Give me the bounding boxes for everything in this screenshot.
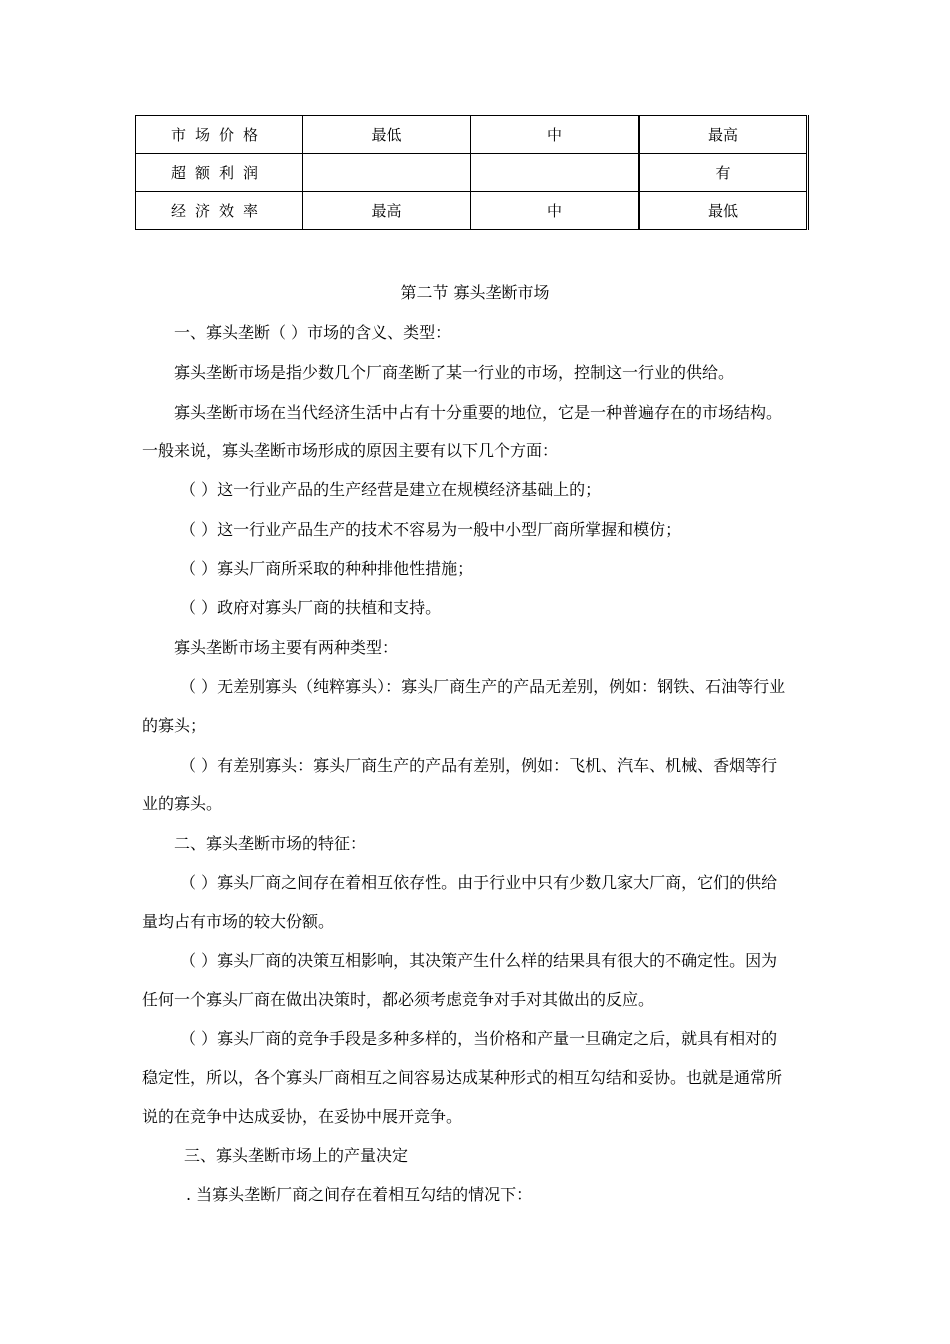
list-item: （ ）寡头厂商所采取的种种排他性措施； bbox=[180, 559, 474, 578]
table-cell: 有 bbox=[639, 154, 808, 192]
list-item-continued: 业的寡头。 bbox=[142, 794, 223, 813]
list-item: （ ）有差别寡头：寡头厂商生产的产品有差别，例如：飞机、汽车、机械、香烟等行 bbox=[180, 756, 778, 775]
comparison-table bbox=[135, 115, 809, 230]
list-item: （ ）政府对寡头厂商的扶植和支持。 bbox=[180, 598, 442, 617]
list-item: （ ）寡头厂商的竞争手段是多种多样的，当价格和产量一旦确定之后，就具有相对的 bbox=[180, 1029, 778, 1048]
table-cell: 市场价格 bbox=[136, 116, 303, 154]
subheading: 二、寡头垄断市场的特征： bbox=[174, 834, 367, 853]
table-row bbox=[136, 192, 808, 230]
list-item: （ ）无差别寡头（纯粹寡头）：寡头厂商生产的产品无差别，例如：钢铁、石油等行业 bbox=[180, 677, 786, 696]
paragraph-line: 寡头垄断市场在当代经济生活中占有十分重要的地位，它是一种普遍存在的市场结构。 bbox=[174, 403, 783, 422]
list-item: （ ）这一行业产品生产的技术不容易为一般中小型厂商所掌握和模仿； bbox=[180, 520, 682, 539]
subheading: 一、寡头垄断（ ）市场的含义、类型： bbox=[174, 323, 452, 342]
table-cell: 中 bbox=[471, 192, 640, 230]
table-row bbox=[136, 154, 808, 192]
list-item-continued: 稳定性，所以，各个寡头厂商相互之间容易达成某种形式的相互勾结和妥协。也就是通常所 bbox=[142, 1068, 783, 1087]
list-item: （ ）寡头厂商的决策互相影响，其决策产生什么样的结果具有很大的不确定性。因为 bbox=[180, 951, 778, 970]
table-row bbox=[136, 116, 808, 154]
list-item: （ ）这一行业产品的生产经营是建立在规模经济基础上的； bbox=[180, 480, 602, 499]
table-cell: 最低 bbox=[639, 192, 808, 230]
list-item-continued: 说的在竞争中达成妥协，在妥协中展开竞争。 bbox=[142, 1107, 463, 1126]
paragraph-line: 寡头垄断市场主要有两种类型： bbox=[174, 638, 399, 657]
paragraph-line: . 当寡头垄断厂商之间存在着相互勾结的情况下： bbox=[186, 1185, 533, 1204]
paragraph-line: 一般来说，寡头垄断市场形成的原因主要有以下几个方面： bbox=[142, 441, 559, 460]
table-cell: 中 bbox=[471, 116, 640, 154]
list-item: （ ）寡头厂商之间存在着相互依存性。由于行业中只有少数几家大厂商，它们的供给 bbox=[180, 873, 778, 892]
paragraph-line: 寡头垄断市场是指少数几个厂商垄断了某一行业的市场，控制这一行业的供给。 bbox=[174, 363, 735, 382]
subheading: 三、寡头垄断市场上的产量决定 bbox=[184, 1146, 409, 1165]
table-cell: 最高 bbox=[303, 192, 471, 230]
list-item-continued: 的寡头； bbox=[142, 716, 207, 735]
table-cell bbox=[303, 154, 471, 192]
list-item-continued: 量均占有市场的较大份额。 bbox=[142, 912, 335, 931]
table-cell: 超额利润 bbox=[136, 154, 303, 192]
table-cell: 经济效率 bbox=[136, 192, 303, 230]
table-cell bbox=[471, 154, 640, 192]
section-title: 第二节 寡头垄断市场 bbox=[400, 283, 550, 302]
list-item-continued: 任何一个寡头厂商在做出决策时，都必须考虑竞争对手对其做出的反应。 bbox=[142, 990, 655, 1009]
table-cell: 最低 bbox=[303, 116, 471, 154]
table-cell: 最高 bbox=[639, 116, 808, 154]
